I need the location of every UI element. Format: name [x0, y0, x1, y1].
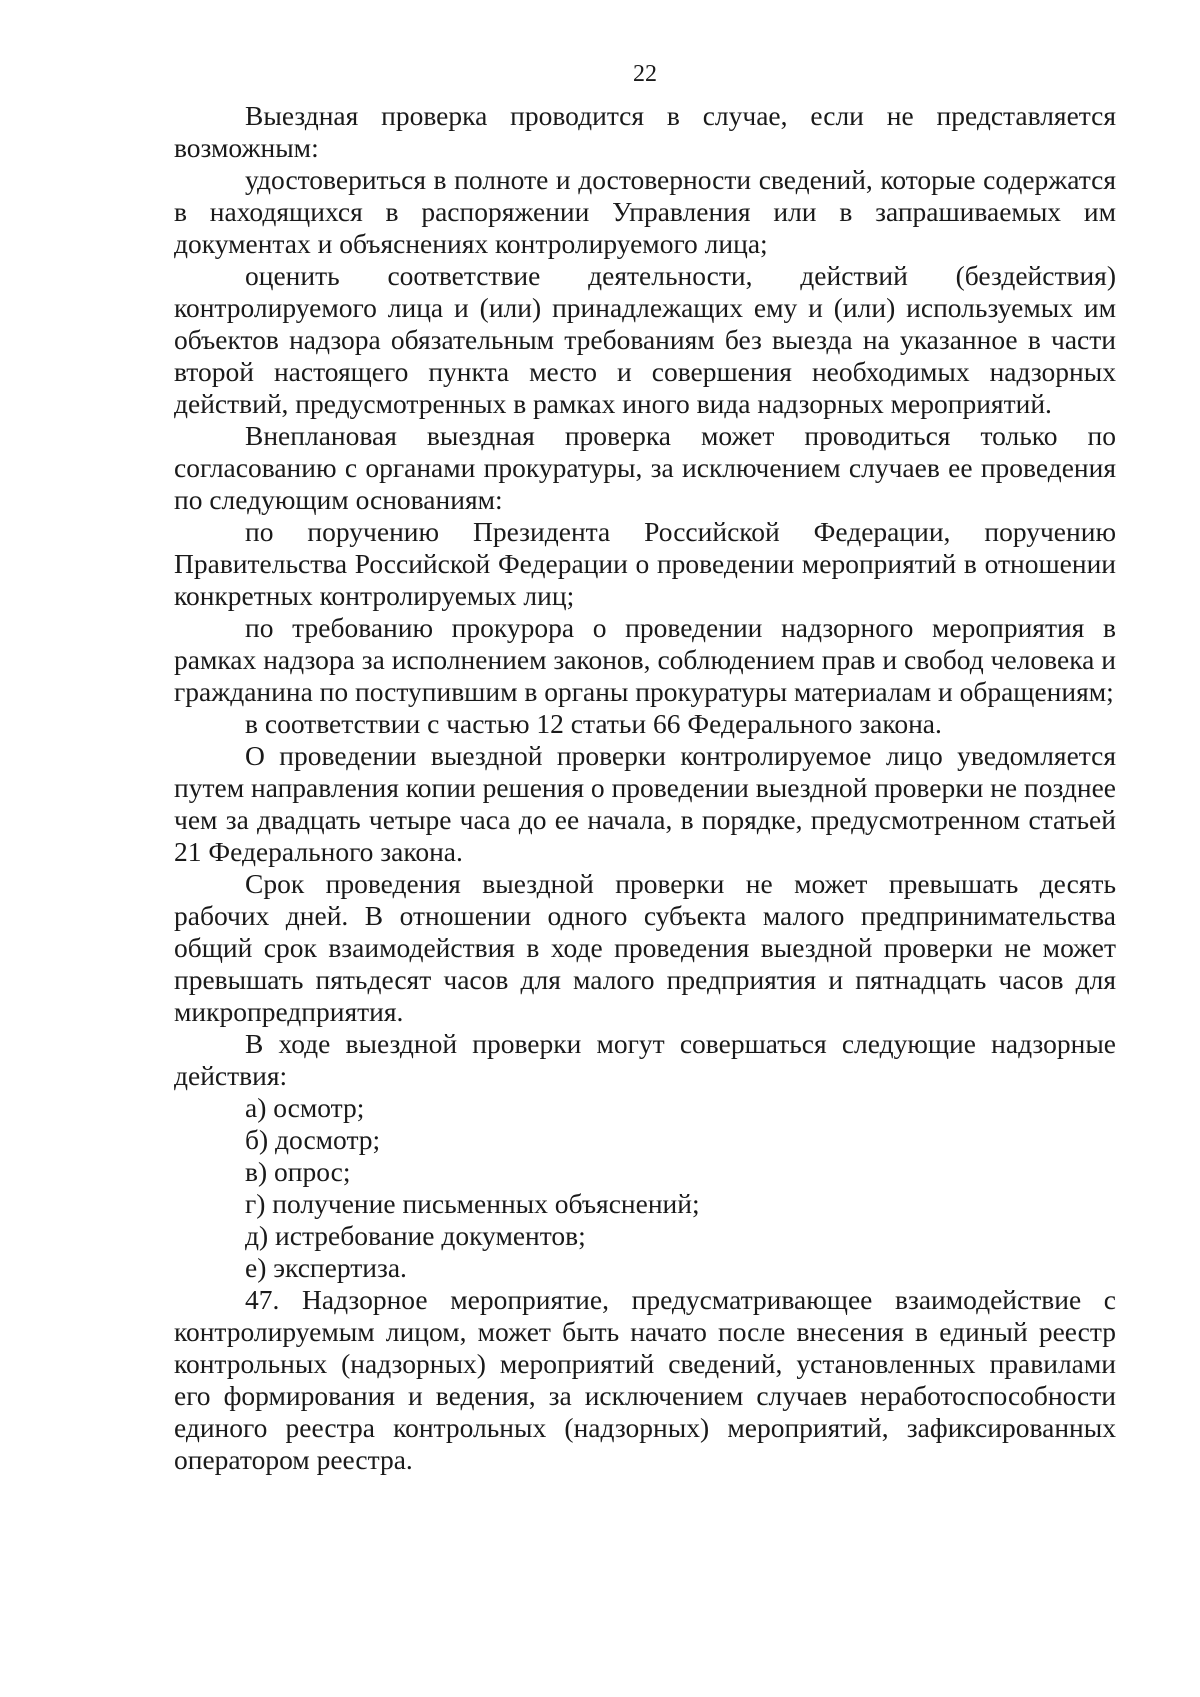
- list-item-written-explanations: г) получение письменных объяснений;: [245, 1188, 700, 1219]
- list-item-interview: в) опрос;: [245, 1156, 351, 1187]
- paragraph-notification: О проведении выездной проверки контролируемое лицо уведомляется путем направления копии решения о проведении выездной проверки не позднее чем за двадцать четыре часа до ее начала, в порядке, предусмотренном статьей 21 Федерального закона.: [174, 740, 1116, 867]
- paragraph-president-instruction: по поручению Президента Российской Федерации, поручению Правительства Российской Федерации о проведении мероприятий в отношении конкретных контролируемых лиц;: [174, 516, 1116, 611]
- paragraph-prosecutor-request: по требованию прокурора о проведении надзорного мероприятия в рамках надзора за исполнением законов, соблюдением прав и свобод человека и гражданина по поступившим в органы прокуратуры материалам и обращениям;: [174, 612, 1116, 707]
- list-item-inspection: а) осмотр;: [245, 1092, 365, 1123]
- paragraph-verify-completeness: удостовериться в полноте и достоверности сведений, которые содержатся в находящихся в распоряжении Управления или в запрашиваемых им документах и объяснениях контролируемого лица;: [174, 164, 1116, 259]
- paragraph-inspection-duration: Срок проведения выездной проверки не может превышать десять рабочих дней. В отношении одного субъекта малого предпринимательства общий срок взаимодействия в ходе проведения выездной проверки не может превышать пятьдесят часов для малого предприятия и пятнадцать часов для микропредприятия.: [174, 868, 1116, 1027]
- paragraph-field-inspection-conditions: Выездная проверка проводится в случае, если не представляется возможным:: [174, 100, 1116, 163]
- list-item-search: б) досмотр;: [245, 1124, 381, 1155]
- paragraph-federal-law-reference: в соответствии с частью 12 статьи 66 Федерального закона.: [245, 708, 942, 739]
- list-item-document-request: д) истребование документов;: [245, 1220, 586, 1251]
- page-number: 22: [633, 61, 657, 87]
- paragraph-unscheduled-inspection: Внеплановая выездная проверка может проводиться только по согласованию с органами прокуратуры, за исключением случаев ее проведения по следующим основаниям:: [174, 420, 1116, 515]
- list-item-expertise: е) экспертиза.: [245, 1252, 407, 1283]
- paragraph-actions-intro: В ходе выездной проверки могут совершаться следующие надзорные действия:: [174, 1028, 1116, 1091]
- paragraph-item-47: 47. Надзорное мероприятие, предусматривающее взаимодействие с контролируемым лицом, может быть начато после внесения в единый реестр контрольных (надзорных) мероприятий сведений, установленных правилами его формирования и ведения, за исключением случаев неработоспособности единого реестра контрольных (надзорных) мероприятий, зафиксированных оператором реестра.: [174, 1284, 1116, 1475]
- paragraph-assess-compliance: оценить соответствие деятельности, действий (бездействия) контролируемого лица и (или) принадлежащих ему и (или) используемых им объектов надзора обязательным требованиям без выезда на указанное в части второй настоящего пункта место и совершения необходимых надзорных действий, предусмотренных в рамках иного вида надзорных мероприятий.: [174, 260, 1116, 419]
- document-body: [174, 100, 1116, 1476]
